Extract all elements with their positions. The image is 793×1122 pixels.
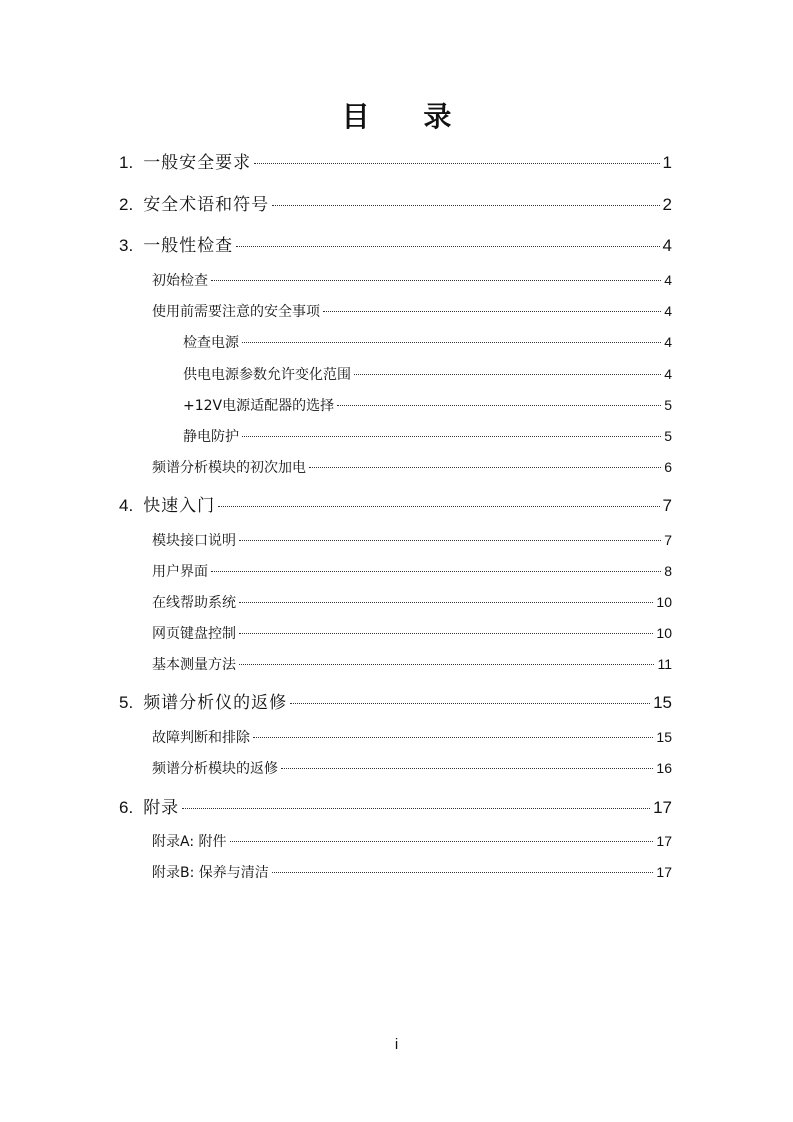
toc-entry-label: 用户界面 — [152, 564, 208, 580]
dot-leader — [182, 808, 650, 809]
dot-leader — [309, 467, 661, 468]
toc-entry-appendix[interactable] — [119, 793, 672, 818]
toc-entry-number: 2. — [119, 195, 134, 214]
toc-entry-check-power[interactable] — [183, 332, 672, 352]
toc-entry-initial-check[interactable] — [152, 270, 672, 290]
toc-entry-analyzer-repair[interactable] — [119, 688, 672, 713]
toc-entry-number: 4. — [119, 496, 134, 515]
toc-entry-label: 一般安全要求 — [143, 153, 252, 173]
toc-entry-label: 附录B: 保养与清洁 — [152, 865, 269, 881]
toc-entry-module-interface[interactable] — [152, 530, 672, 550]
toc-entry-page: 7 — [662, 496, 672, 515]
toc-entry-web-keyboard[interactable] — [152, 623, 672, 643]
dot-leader — [272, 205, 659, 206]
dot-leader — [211, 280, 661, 281]
toc-entry-page: 4 — [664, 303, 672, 319]
toc-entry-number: 1. — [119, 153, 134, 172]
toc-entry-label: 供电电源参数允许变化范围 — [183, 367, 351, 383]
toc-entry-quick-start[interactable] — [119, 491, 672, 516]
toc-entry-label: 静电防护 — [183, 429, 239, 445]
dot-leader — [239, 664, 654, 665]
toc-entry-basic-measurement[interactable] — [152, 654, 672, 674]
dot-leader — [218, 506, 659, 507]
dot-leader — [272, 872, 654, 873]
toc-entry-page: 4 — [662, 236, 672, 255]
toc-entry-label: 频谱分析仪的返修 — [143, 693, 288, 713]
toc-entry-page: 2 — [662, 195, 672, 214]
toc-entry-page: 5 — [664, 428, 672, 444]
toc-entry-module-repair[interactable] — [152, 758, 672, 778]
toc-entry-number: 3. — [119, 236, 134, 255]
toc-entry-page: 17 — [656, 864, 672, 880]
dot-leader — [254, 163, 659, 164]
toc-entry-page: 4 — [664, 366, 672, 382]
toc-entry-safety-terms[interactable] — [119, 190, 672, 215]
toc-entry-adapter-selection[interactable] — [183, 395, 672, 415]
toc-entry-appendix-b[interactable] — [152, 862, 672, 882]
toc-entry-label: 检查电源 — [183, 335, 239, 351]
toc-entry-page: 6 — [664, 459, 672, 475]
toc-entry-general-safety[interactable] — [119, 148, 672, 173]
toc-entry-page: 1 — [662, 153, 672, 172]
toc-entry-power-range[interactable] — [183, 364, 672, 384]
toc-entry-page: 17 — [653, 798, 672, 817]
toc-entry-label: 频谱分析模块的返修 — [152, 761, 278, 777]
toc-entry-label: 安全术语和符号 — [143, 195, 270, 215]
toc-entry-pre-use-safety[interactable] — [152, 301, 672, 321]
toc-entry-page: 15 — [653, 693, 672, 712]
dot-leader — [354, 374, 661, 375]
toc-entry-page: 10 — [656, 625, 672, 641]
dot-leader — [253, 737, 653, 738]
dot-leader — [242, 436, 661, 437]
toc-entry-page: 15 — [656, 729, 672, 745]
page-title: 目 录 — [341, 100, 474, 133]
toc-entry-label: 快速入门 — [143, 496, 216, 516]
toc-entry-online-help[interactable] — [152, 592, 672, 612]
toc-entry-label: 初始检查 — [152, 273, 208, 289]
toc-entry-label: 一般性检查 — [143, 236, 234, 256]
toc-entry-page: 11 — [657, 656, 672, 672]
dot-leader — [242, 342, 661, 343]
toc-entry-label: 网页键盘控制 — [152, 626, 236, 642]
toc-entry-number: 6. — [119, 798, 134, 817]
toc-entry-page: 16 — [656, 760, 672, 776]
toc-entry-first-power-on[interactable] — [152, 457, 672, 477]
dot-leader — [337, 405, 661, 406]
toc-entry-label: 使用前需要注意的安全事项 — [152, 304, 320, 320]
toc-entry-page: 4 — [664, 334, 672, 350]
toc-entry-page: 5 — [664, 397, 672, 413]
toc-entry-general-check[interactable] — [119, 231, 672, 256]
dot-leader — [236, 246, 659, 247]
dot-leader — [230, 841, 654, 842]
toc-entry-page: 10 — [656, 594, 672, 610]
toc-entry-label: 附录 — [143, 798, 180, 818]
toc-entry-page: 17 — [656, 833, 672, 849]
dot-leader — [239, 540, 661, 541]
toc-entry-user-interface[interactable] — [152, 561, 672, 581]
toc-entry-appendix-a[interactable] — [152, 831, 672, 851]
toc-entry-label: 在线帮助系统 — [152, 595, 236, 611]
dot-leader — [211, 571, 661, 572]
toc-entry-label: 频谱分析模块的初次加电 — [152, 460, 306, 476]
dot-leader — [239, 602, 653, 603]
toc-entry-label: 附录A: 附件 — [152, 834, 227, 850]
dot-leader — [239, 633, 653, 634]
toc-entry-label: 基本测量方法 — [152, 657, 236, 673]
page-number: i — [394, 1036, 399, 1053]
toc-entry-page: 7 — [664, 532, 672, 548]
dot-leader — [290, 703, 650, 704]
toc-entry-number: 5. — [119, 693, 134, 712]
toc-entry-label: 模块接口说明 — [152, 533, 236, 549]
dot-leader — [323, 311, 661, 312]
toc-entry-label: 故障判断和排除 — [152, 730, 250, 746]
toc-entry-esd-protection[interactable] — [183, 426, 672, 446]
dot-leader — [281, 768, 653, 769]
toc-entry-troubleshooting[interactable] — [152, 727, 672, 747]
toc-entry-label: +12V电源适配器的选择 — [183, 398, 335, 414]
toc-entry-page: 8 — [664, 563, 672, 579]
toc-entry-page: 4 — [664, 272, 672, 288]
